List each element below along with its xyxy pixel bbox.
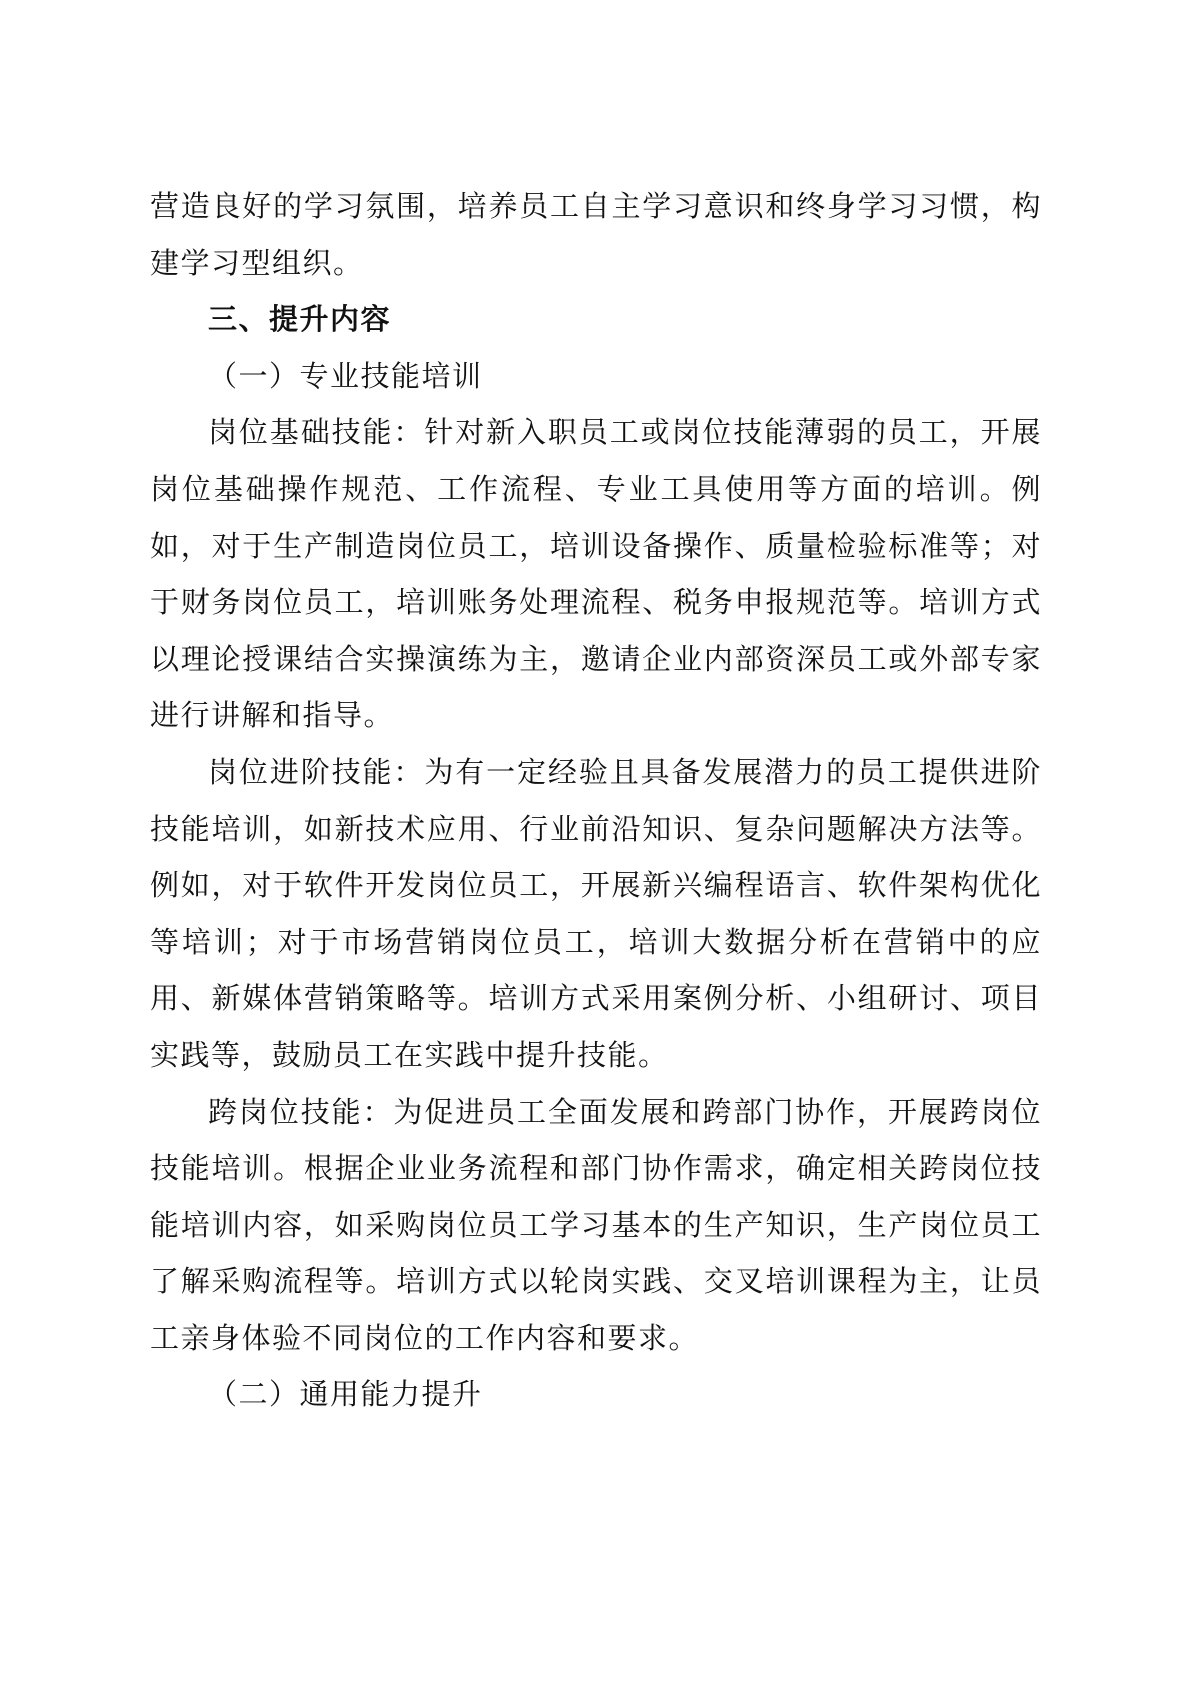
paragraph-continuation: 营造良好的学习氛围，培养员工自主学习意识和终身学习习惯，构建学习型组织。: [150, 189, 1042, 280]
paragraph-advanced-skills: 岗位进阶技能：为有一定经验且具备发展潜力的员工提供进阶技能培训，如新技术应用、行业前沿知识、复杂问题解决方法等。例如，对于软件开发岗位员工，开展新兴编程语言、软件架构优化等培训；对于市场营销岗位员工，培训大数据分析在营销中的应用、新媒体营销策略等。培训方式采用案例分析、小组研讨、项目实践等，鼓励员工在实践中提升技能。: [150, 754, 1042, 1072]
subsection-heading-2: （二）通用能力提升: [208, 1377, 483, 1412]
section-heading: 三、提升内容: [208, 302, 392, 337]
document-body: [150, 178, 1042, 1423]
paragraph-cross-position-skills: 跨岗位技能：为促进员工全面发展和跨部门协作，开展跨岗位技能培训。根据企业业务流程和部门协作需求，确定相关跨岗位技能培训内容，如采购岗位员工学习基本的生产知识，生产岗位员工了解采购流程等。培训方式以轮岗实践、交叉培训课程为主，让员工亲身体验不同岗位的工作内容和要求。: [150, 1094, 1042, 1355]
subsection-heading-1: （一）专业技能培训: [208, 358, 483, 393]
paragraph-basic-skills: 岗位基础技能：针对新入职员工或岗位技能薄弱的员工，开展岗位基础操作规范、工作流程、专业工具使用等方面的培训。例如，对于生产制造岗位员工，培训设备操作、质量检验标准等；对于财务岗位员工，培训账务处理流程、税务申报规范等。培训方式以理论授课结合实操演练为主，邀请企业内部资深员工或外部专家进行讲解和指导。: [150, 415, 1042, 733]
